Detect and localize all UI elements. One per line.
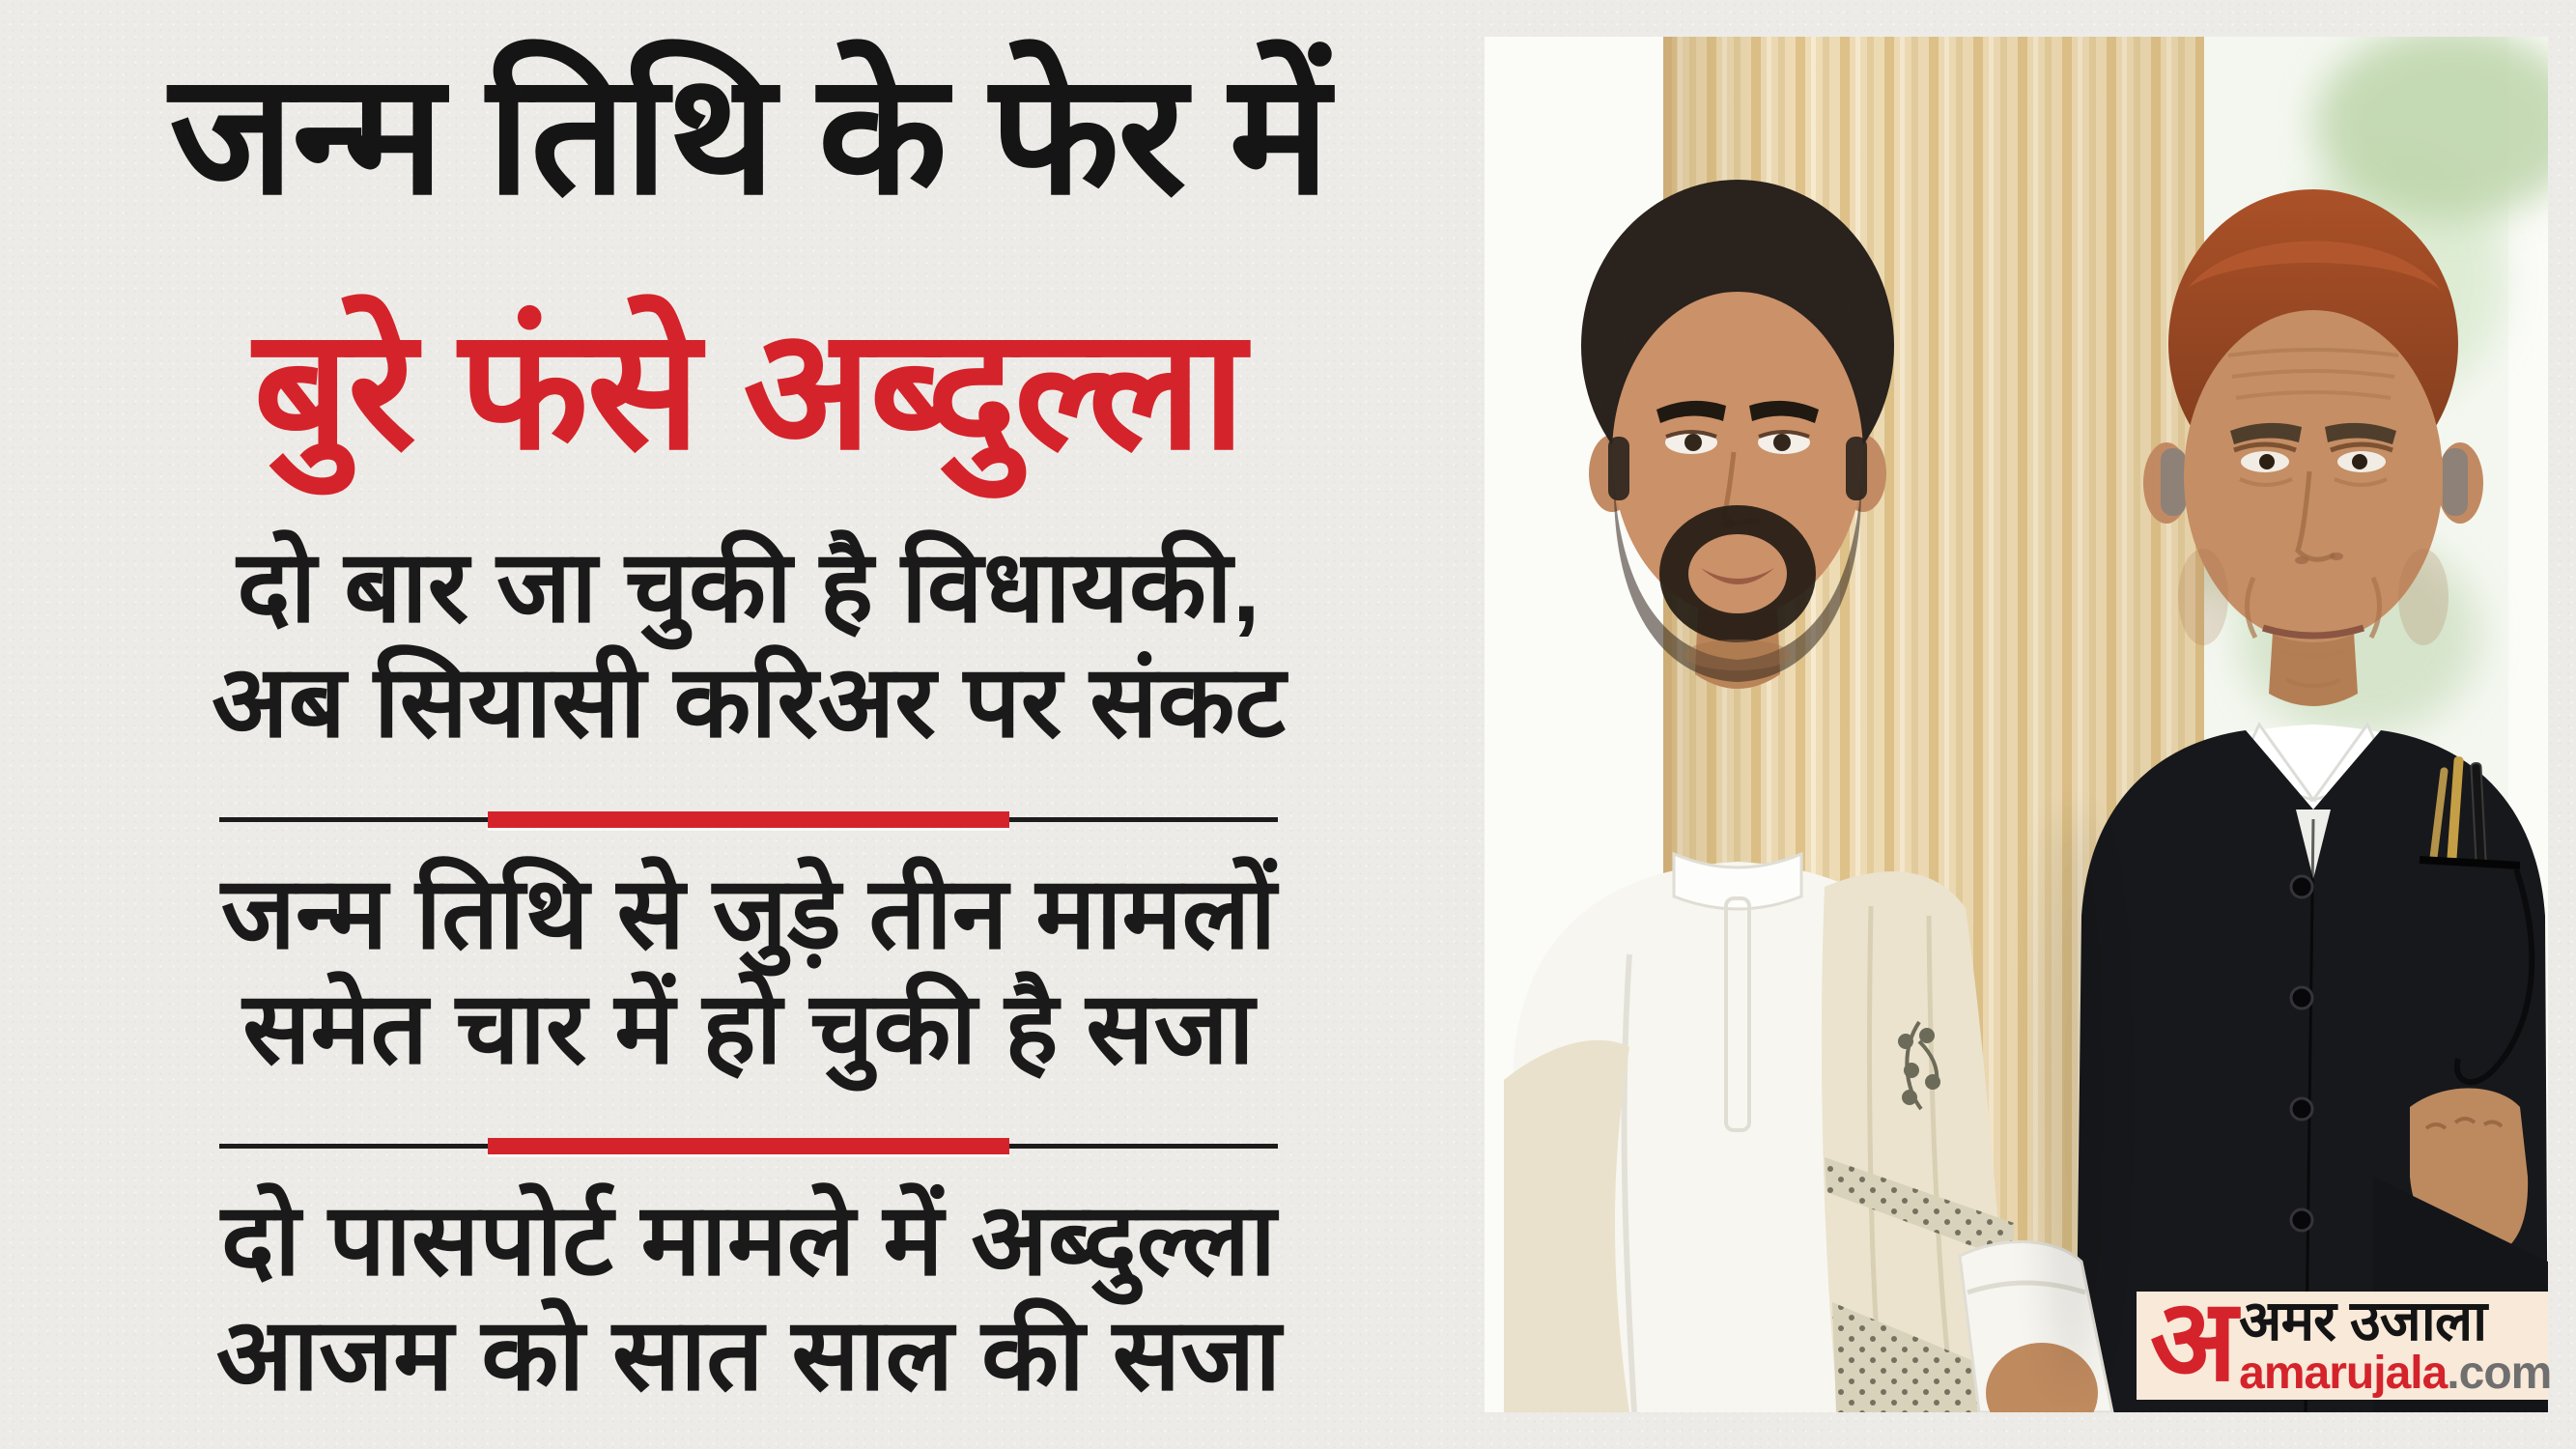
bullet-3-line2: आजम को सात साल की सजा: [215, 1299, 1282, 1411]
vest-button: [2291, 1098, 2312, 1120]
news-photo: [1485, 37, 2548, 1412]
vest-button: [2291, 987, 2312, 1009]
brand-domain-name: amarujala: [2239, 1348, 2448, 1399]
vest-button: [2291, 1209, 2312, 1231]
shawl-left-drape: [1504, 1040, 1629, 1412]
amar-ujala-logo: [2137, 1277, 2552, 1405]
section-divider: [219, 1138, 1278, 1154]
divider-red-accent: [488, 1138, 1009, 1154]
amar-ujala-logo-text: [2239, 1290, 2552, 1399]
bullet-2-line1: जन्म तिथि से जुड़े तीन मामलों: [220, 858, 1277, 970]
bullet-point-1: [53, 530, 1444, 760]
brand-name-hindi: अमर उजाला: [2239, 1290, 2487, 1352]
bullet-point-3: [53, 1183, 1444, 1413]
vest-button: [2291, 876, 2312, 897]
brand-domain: [2239, 1350, 2551, 1398]
bullet-point-2: [53, 857, 1444, 1087]
photo-illustration: [1485, 37, 2548, 1412]
bullet-1-line1: दो बार जा चुकी है विधायकी,: [237, 531, 1260, 643]
amar-ujala-logo-mark: अ: [2150, 1277, 2234, 1405]
brand-domain-tld: .com: [2447, 1348, 2552, 1399]
bullet-2-line2: समेत चार में हो चुकी है सजा: [242, 973, 1255, 1085]
divider-red-accent: [488, 811, 1009, 828]
section-divider: [219, 811, 1278, 828]
bullet-3-line1: दो पासपोर्ट मामले में अब्दुल्ला: [220, 1184, 1277, 1296]
bullet-1-line2: अब सियासी करिअर पर संकट: [212, 646, 1286, 758]
headline-line1: जन्म तिथि के फेर में: [169, 40, 1328, 228]
figure-gap-shadow: [2039, 810, 2105, 1389]
text-column: [53, 0, 1444, 1449]
face: [1612, 292, 1863, 616]
headline-line2: बुरे फंसे अब्दुल्ला: [253, 295, 1244, 483]
